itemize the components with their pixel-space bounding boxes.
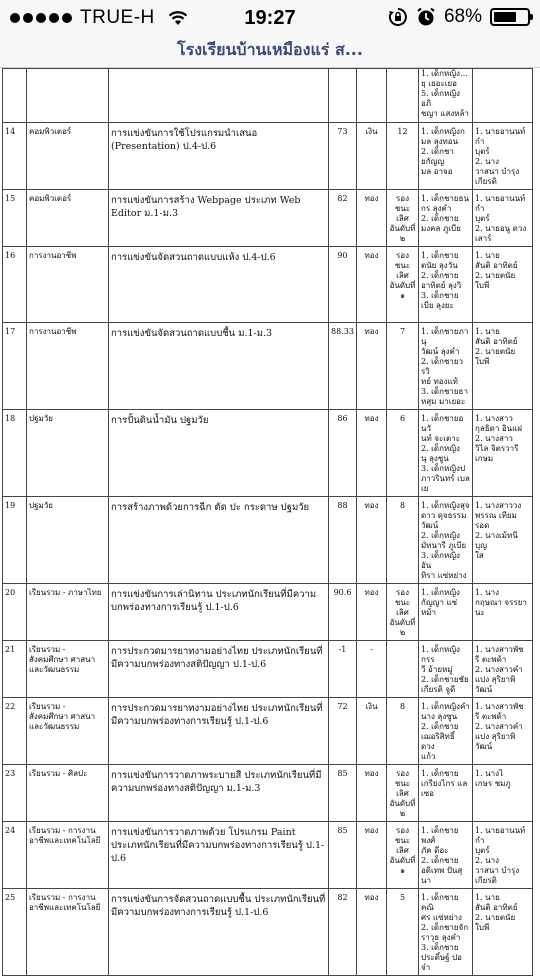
rank-cell: รองชนะเลิศอันดับที่ ๑ bbox=[387, 247, 419, 323]
medal-cell: - bbox=[357, 641, 387, 698]
score-cell: 86 bbox=[329, 410, 357, 497]
cell-line: วาสนา บำรุง bbox=[475, 167, 520, 176]
cell-line: 2. เด็กชายชัย bbox=[421, 675, 469, 684]
cell-line: อดิเทพ ปันสุ bbox=[421, 866, 463, 875]
teachers-cell bbox=[473, 190, 533, 247]
students-cell bbox=[419, 497, 473, 584]
cell-line: วิไล จิตรวารีเกษม bbox=[475, 444, 519, 463]
cell-line: 3. เด็กชาย bbox=[421, 291, 459, 300]
row-number: 24 bbox=[3, 822, 27, 889]
category-cell: ปฐมวัย bbox=[27, 410, 109, 497]
table-row bbox=[3, 497, 533, 584]
rank-cell: รองชนะเลิศอันดับที่ ๒ bbox=[387, 584, 419, 641]
students-cell bbox=[419, 69, 473, 123]
cell-line: ยุ เยอะเยอ bbox=[421, 79, 457, 88]
teachers-cell bbox=[473, 889, 533, 976]
row-number: 25 bbox=[3, 889, 27, 976]
category-cell: การงานอาชีพ bbox=[27, 323, 109, 410]
medal-cell: เงิน bbox=[357, 123, 387, 190]
document-view[interactable] bbox=[0, 68, 540, 972]
category-cell: เรียนรวม - สังคมศึกษา ศาสนาและวัฒนธรรม bbox=[27, 641, 109, 698]
cell-line: 5. เด็กหญิงอภิ bbox=[421, 89, 460, 108]
cell-line: วัฒน์ bbox=[421, 521, 439, 530]
cell-line: 1. เด็กหญิงกรร bbox=[421, 645, 460, 664]
students-cell bbox=[419, 190, 473, 247]
cell-line: ทิรา แซ่หย่าง bbox=[421, 571, 467, 580]
teachers-cell bbox=[473, 69, 533, 123]
cell-line: รี ตะพด้า bbox=[475, 655, 507, 664]
cell-line: 1. นายอานนท์ กำ bbox=[475, 127, 526, 146]
cell-line: เกียรติ จูดี bbox=[421, 685, 456, 694]
cell-line: แปง สุริยาพิวัฒน์ bbox=[475, 675, 516, 694]
activity-cell: การแข่งขันการเล่านิทาน ประเภทนักเรียนที่มีความบกพร่องทางการเรียนรู้ ป.1-ป.6 bbox=[109, 584, 329, 641]
category-cell: ปฐมวัย bbox=[27, 497, 109, 584]
battery-icon bbox=[490, 8, 530, 26]
row-number: 17 bbox=[3, 323, 27, 410]
row-number: 16 bbox=[3, 247, 27, 323]
cell-line: 3. เด็กชาย bbox=[421, 943, 459, 952]
carrier-name: TRUE-H bbox=[80, 7, 155, 28]
cell-line: วัฒน์ ลุงคำ bbox=[421, 347, 460, 356]
table-row bbox=[3, 247, 533, 323]
table-row bbox=[3, 822, 533, 889]
medal-cell: ทอง bbox=[357, 247, 387, 323]
table-row bbox=[3, 641, 533, 698]
cell-line: 1. เด็กชายธน bbox=[421, 194, 469, 203]
cell-line: 3. เด็กชายธา bbox=[421, 387, 468, 396]
signal-strength-icon bbox=[10, 13, 72, 23]
rotation-lock-icon bbox=[388, 7, 408, 27]
medal-cell: ทอง bbox=[357, 190, 387, 247]
table-row bbox=[3, 889, 533, 976]
cell-line: 1. เด็กหญิงคำ bbox=[421, 702, 470, 711]
rank-cell: 6 bbox=[387, 410, 419, 497]
category-cell: เรียนรวม - การงานอาชีพและเทคโนโลยี bbox=[27, 889, 109, 976]
cell-line: 3. เด็กหญิงป bbox=[421, 464, 466, 473]
row-number: 23 bbox=[3, 765, 27, 822]
score-cell: -1 bbox=[329, 641, 357, 698]
cell-line: สันติ อาทิตย์ bbox=[475, 337, 518, 346]
teachers-cell bbox=[473, 822, 533, 889]
students-cell bbox=[419, 247, 473, 323]
cell-line: 1. เด็กหญิงก bbox=[421, 127, 465, 136]
medal-cell: เงิน bbox=[357, 698, 387, 765]
score-cell: 90.6 bbox=[329, 584, 357, 641]
cell-line: 1. นางสาวพัช bbox=[475, 645, 524, 654]
cell-line: ใส bbox=[475, 551, 484, 560]
score-cell: 82 bbox=[329, 889, 357, 976]
cell-line: 2. นายตนัย ใบพี bbox=[475, 913, 516, 932]
cell-line: นาง ลุงซูน bbox=[421, 712, 458, 721]
cell-line: กุลธิดา อินแฝ bbox=[475, 424, 522, 433]
rank-cell: 8 bbox=[387, 698, 419, 765]
activity-cell: การประกวดมารยาทงามอย่างไทย ประเภทนักเรียนที่มีความบกพร่องทางสติปัญญา ป.1-ป.6 bbox=[109, 641, 329, 698]
teachers-cell bbox=[473, 247, 533, 323]
students-cell bbox=[419, 765, 473, 822]
cell-line: มล ลุงทอน bbox=[421, 137, 459, 146]
status-bar bbox=[0, 0, 540, 36]
cell-line: 1. นางไ bbox=[475, 769, 504, 778]
cell-line: แปง สุริยาพิวัฒน์ bbox=[475, 732, 516, 751]
cell-line: ประติ์ษฐ์ ปอ bbox=[421, 953, 462, 962]
cell-line: 1. เด็กชายอนวั bbox=[421, 414, 464, 433]
score-cell: 88 bbox=[329, 497, 357, 584]
medal-cell: ทอง bbox=[357, 822, 387, 889]
cell-line: วาสนา บำรุง bbox=[475, 866, 520, 875]
cell-line: 1. นาย bbox=[475, 251, 500, 260]
teachers-cell bbox=[473, 641, 533, 698]
alarm-icon bbox=[416, 7, 436, 27]
category-cell: คอมพิวเตอร์ bbox=[27, 190, 109, 247]
table-row bbox=[3, 410, 533, 497]
table-cell bbox=[387, 69, 419, 123]
activity-cell: การแข่งขันการวาดภาพระบายสี ประเภทนักเรียนที่มีความบกพร่องทางสติปัญญา ม.1-ม.3 bbox=[109, 765, 329, 822]
cell-line: ยกัญญ bbox=[421, 157, 445, 166]
teachers-cell bbox=[473, 123, 533, 190]
category-cell: คอมพิวเตอร์ bbox=[27, 123, 109, 190]
cell-line: นา bbox=[421, 876, 431, 885]
cell-line: 2. เด็กชาย bbox=[421, 271, 459, 280]
score-cell: 72 bbox=[329, 698, 357, 765]
cell-line: 1. เด็กชายคณิ bbox=[421, 893, 459, 912]
score-cell: 90 bbox=[329, 247, 357, 323]
rank-cell: 7 bbox=[387, 323, 419, 410]
category-cell: เรียนรวม - ศิลปะ bbox=[27, 765, 109, 822]
cell-line: เกษร ชมภู bbox=[475, 779, 511, 788]
row-number: 22 bbox=[3, 698, 27, 765]
cell-line: 1. นางสาว bbox=[475, 414, 513, 423]
cell-line: 2. นางสาวคำ bbox=[475, 722, 523, 731]
score-cell: 82 bbox=[329, 190, 357, 247]
cell-line: เกียรติ bbox=[475, 177, 497, 186]
clock: 19:27 bbox=[244, 6, 296, 29]
rank-cell: 12 bbox=[387, 123, 419, 190]
teachers-cell bbox=[473, 323, 533, 410]
students-cell bbox=[419, 323, 473, 410]
students-cell bbox=[419, 889, 473, 976]
cell-line: 2. นางเม้ทนี บุญ bbox=[475, 531, 518, 550]
table-cell bbox=[329, 69, 357, 123]
score-cell: 85 bbox=[329, 765, 357, 822]
cell-line: 1. เด็กหญิง bbox=[421, 588, 460, 597]
cell-line: เกียรติ bbox=[475, 876, 497, 885]
cell-line: 1. นางสาววง bbox=[475, 501, 522, 510]
rank-cell: 5 bbox=[387, 889, 419, 976]
table-cell bbox=[109, 69, 329, 123]
status-right bbox=[388, 6, 530, 28]
table-cell bbox=[357, 69, 387, 123]
cell-line: 1. เด็กชาย bbox=[421, 251, 459, 260]
cell-line: มล อาจอ bbox=[421, 167, 453, 176]
medal-cell: ทอง bbox=[357, 323, 387, 410]
cell-line: เย bbox=[421, 484, 429, 493]
cell-line: สันติ อาทิตย์ bbox=[475, 903, 518, 912]
students-cell bbox=[419, 123, 473, 190]
cell-line: 2. เด็กชายวรวิ bbox=[421, 357, 464, 376]
row-number: 18 bbox=[3, 410, 27, 497]
row-number: 20 bbox=[3, 584, 27, 641]
cell-line: ทย์ ทองแท้ bbox=[421, 377, 458, 386]
students-cell bbox=[419, 698, 473, 765]
cell-line: เบีย ลุงยะ bbox=[421, 301, 454, 310]
row-number: 21 bbox=[3, 641, 27, 698]
cell-line: 2. เด็กชาย bbox=[421, 856, 459, 865]
table-row bbox=[3, 123, 533, 190]
cell-line: 1. เด็กชายพงศ์ bbox=[421, 826, 459, 845]
activity-cell: การสร้างภาพด้วยการฉีก ตัด ปะ กระดาษ ปฐมวัย bbox=[109, 497, 329, 584]
cell-line: ราวุธ ลุงคำ bbox=[421, 933, 461, 942]
category-cell: เรียนรวม - สังคมศึกษา ศาสนาและวัฒนธรรม bbox=[27, 698, 109, 765]
wifi-icon bbox=[167, 10, 189, 26]
cell-line: 1. เด็กหญิงสุจ bbox=[421, 501, 470, 510]
activity-cell: การแข่งขันการวาดภาพด้วย โปรแกรม Paint ประเภทนักเรียนที่มีความบกพร่องทางการเรียนรู้ ป.1-ป.6 bbox=[109, 822, 329, 889]
cell-line: กฤษณา จรรยานะ bbox=[475, 598, 527, 617]
students-cell bbox=[419, 822, 473, 889]
cell-line: 1. นายอานนท์ กำ bbox=[475, 826, 526, 845]
activity-cell: การประกวดมารยาทงามอย่างไทย ประเภทนักเรียนที่มีความบกพร่องทางการเรียนรู้ ป.1-ป.6 bbox=[109, 698, 329, 765]
cell-line: กัญญา แซ่ bbox=[421, 598, 458, 607]
cell-line: ตนัย ลุงวัน bbox=[421, 261, 458, 270]
teachers-cell bbox=[473, 698, 533, 765]
cell-line: 2. นายตนัย ใบพี bbox=[475, 347, 516, 366]
cell-line: 1. นาย bbox=[475, 893, 500, 902]
activity-cell: การแข่งขันจัดสวนถาดแบบแห้ง ป.4-ป.6 bbox=[109, 247, 329, 323]
cell-line: 2. นาง bbox=[475, 157, 500, 166]
row-number: 15 bbox=[3, 190, 27, 247]
score-cell: 88.33 bbox=[329, 323, 357, 410]
cell-line: 2. เด็กชา bbox=[421, 147, 454, 156]
cell-line: พรรณ เทียมรอด bbox=[475, 511, 517, 530]
cell-line: 2. นาง bbox=[475, 856, 500, 865]
cell-line: 2. เด็กชายจัก bbox=[421, 923, 469, 932]
cell-line: 1. เด็กชายภานุ bbox=[421, 327, 469, 346]
table-row bbox=[3, 765, 533, 822]
medal-cell: ทอง bbox=[357, 410, 387, 497]
cell-line: อาทิตย์ ลุงวิ bbox=[421, 281, 462, 290]
table-cell bbox=[27, 69, 109, 123]
battery-level bbox=[494, 12, 516, 22]
cell-line: มงคล ภูเบีย bbox=[421, 224, 461, 233]
students-cell bbox=[419, 584, 473, 641]
teachers-cell bbox=[473, 410, 533, 497]
score-cell: 73 bbox=[329, 123, 357, 190]
cell-line: 2. เด็กชาย bbox=[421, 722, 459, 731]
activity-cell: การแข่งขันการใช้โปรแกรมนำเสนอ (Presentation) ป.4-ป.6 bbox=[109, 123, 329, 190]
cell-line: ศร แซ่หย่าง bbox=[421, 913, 462, 922]
activity-cell: การแข่งขันการจัดสวนถาดแบบชื้น ประเภทนักเรียนที่มีความบกพร่องทางการเรียนรู้ ป.1-ป.6 bbox=[109, 889, 329, 976]
students-cell bbox=[419, 641, 473, 698]
activity-cell: การแข่งขันการสร้าง Webpage ประเภท Web Editor ม.1-ม.3 bbox=[109, 190, 329, 247]
cell-line: 2. นายตนัย ใบพี bbox=[475, 271, 516, 290]
teachers-cell bbox=[473, 497, 533, 584]
cell-line: เฌอริสิทธิ์ ดวง bbox=[421, 732, 455, 751]
cell-line: บุตร์ bbox=[475, 214, 490, 223]
cell-line: เกรียงไกร แล bbox=[421, 779, 468, 788]
table-row bbox=[3, 698, 533, 765]
rank-cell: 8 bbox=[387, 497, 419, 584]
score-cell: 85 bbox=[329, 822, 357, 889]
cell-line: 2. นางสาว bbox=[475, 434, 513, 443]
category-cell: เรียนรวม - การงานอาชีพและเทคโนโลยี bbox=[27, 822, 109, 889]
rank-cell: รองชนะเลิศอันดับที่ ๒ bbox=[387, 765, 419, 822]
category-cell: การงานอาชีพ bbox=[27, 247, 109, 323]
table-row bbox=[3, 190, 533, 247]
rank-cell bbox=[387, 641, 419, 698]
cell-line: เซอ bbox=[421, 789, 434, 798]
rank-cell: รองชนะเลิศอันดับที่ ๒ bbox=[387, 190, 419, 247]
table-row bbox=[3, 584, 533, 641]
cell-line: นุ ลุงชูน bbox=[421, 454, 449, 463]
activity-cell: การปั้นดินน้ำมัน ปฐมวัย bbox=[109, 410, 329, 497]
medal-cell: ทอง bbox=[357, 497, 387, 584]
row-number: 14 bbox=[3, 123, 27, 190]
cell-line: บุตร์ bbox=[475, 846, 490, 855]
table-row bbox=[3, 323, 533, 410]
teachers-cell bbox=[473, 765, 533, 822]
row-number: 19 bbox=[3, 497, 27, 584]
activity-cell: การแข่งขันจัดสวนถาดแบบชื้น ม.1-ม.3 bbox=[109, 323, 329, 410]
cell-line: นท์ จะเตาะ bbox=[421, 434, 460, 443]
cell-line: 1. นาย bbox=[475, 327, 500, 336]
cell-line: ชญา แสงหล้า bbox=[421, 109, 469, 118]
status-left bbox=[10, 7, 200, 29]
students-cell bbox=[419, 410, 473, 497]
cell-line: 3. เด็กหญิงอัน bbox=[421, 551, 460, 570]
cell-line: จ๋า bbox=[421, 963, 431, 972]
rank-cell: รองชนะเลิศอันดับที่ ๑ bbox=[387, 822, 419, 889]
medal-cell: ทอง bbox=[357, 765, 387, 822]
teachers-cell bbox=[473, 584, 533, 641]
cell-line: สันติ อาทิตย์ bbox=[475, 261, 518, 270]
cell-line: 1. เด็กหญิง… bbox=[421, 69, 468, 78]
cell-line: แก้ว bbox=[421, 752, 436, 761]
page-title[interactable]: โรงเรียนบ้านเหมืองแร่ ส... bbox=[0, 36, 540, 68]
cell-line: ภาวรินทร์ เบล bbox=[421, 474, 470, 483]
cell-line: 1. นางสาวพัช bbox=[475, 702, 524, 711]
cell-line: 1. เด็กชาย bbox=[421, 769, 459, 778]
cell-line: หม้า bbox=[421, 608, 437, 617]
cell-line: 2. นายอนู ดวง bbox=[475, 224, 527, 233]
cell-line: บุตร์ bbox=[475, 147, 490, 156]
cell-line: มัทนารี ภูเบีย bbox=[421, 541, 467, 550]
medal-cell: ทอง bbox=[357, 584, 387, 641]
results-table bbox=[2, 68, 533, 976]
cell-line: ภัค ดีอะ bbox=[421, 846, 449, 855]
table-row bbox=[3, 69, 533, 123]
category-cell: เรียนรวม - ภาษาไทย bbox=[27, 584, 109, 641]
cell-line: 1. นายอานนท์ กำ bbox=[475, 194, 526, 213]
cell-line: รี ตะพด้า bbox=[475, 712, 507, 721]
medal-cell: ทอง bbox=[357, 889, 387, 976]
cell-line: วี อ้ายหมู่ bbox=[421, 665, 453, 674]
cell-line: 2. เด็กชาย bbox=[421, 214, 459, 223]
table-cell bbox=[3, 69, 27, 123]
cell-line: หสุม มาเยอะ bbox=[421, 397, 466, 406]
battery-percent: 68% bbox=[443, 6, 482, 27]
cell-line: ดาว ดุจธรรม bbox=[421, 511, 467, 520]
cell-line: เสาร์ bbox=[475, 234, 492, 243]
cell-line: 2. นางสาวคำ bbox=[475, 665, 523, 674]
cell-line: 1. นาง bbox=[475, 588, 500, 597]
cell-line: 2. เด็กหญิง bbox=[421, 531, 460, 540]
cell-line: กร ลุงคำ bbox=[421, 204, 452, 213]
cell-line: 2. เด็กหญิง bbox=[421, 444, 460, 453]
